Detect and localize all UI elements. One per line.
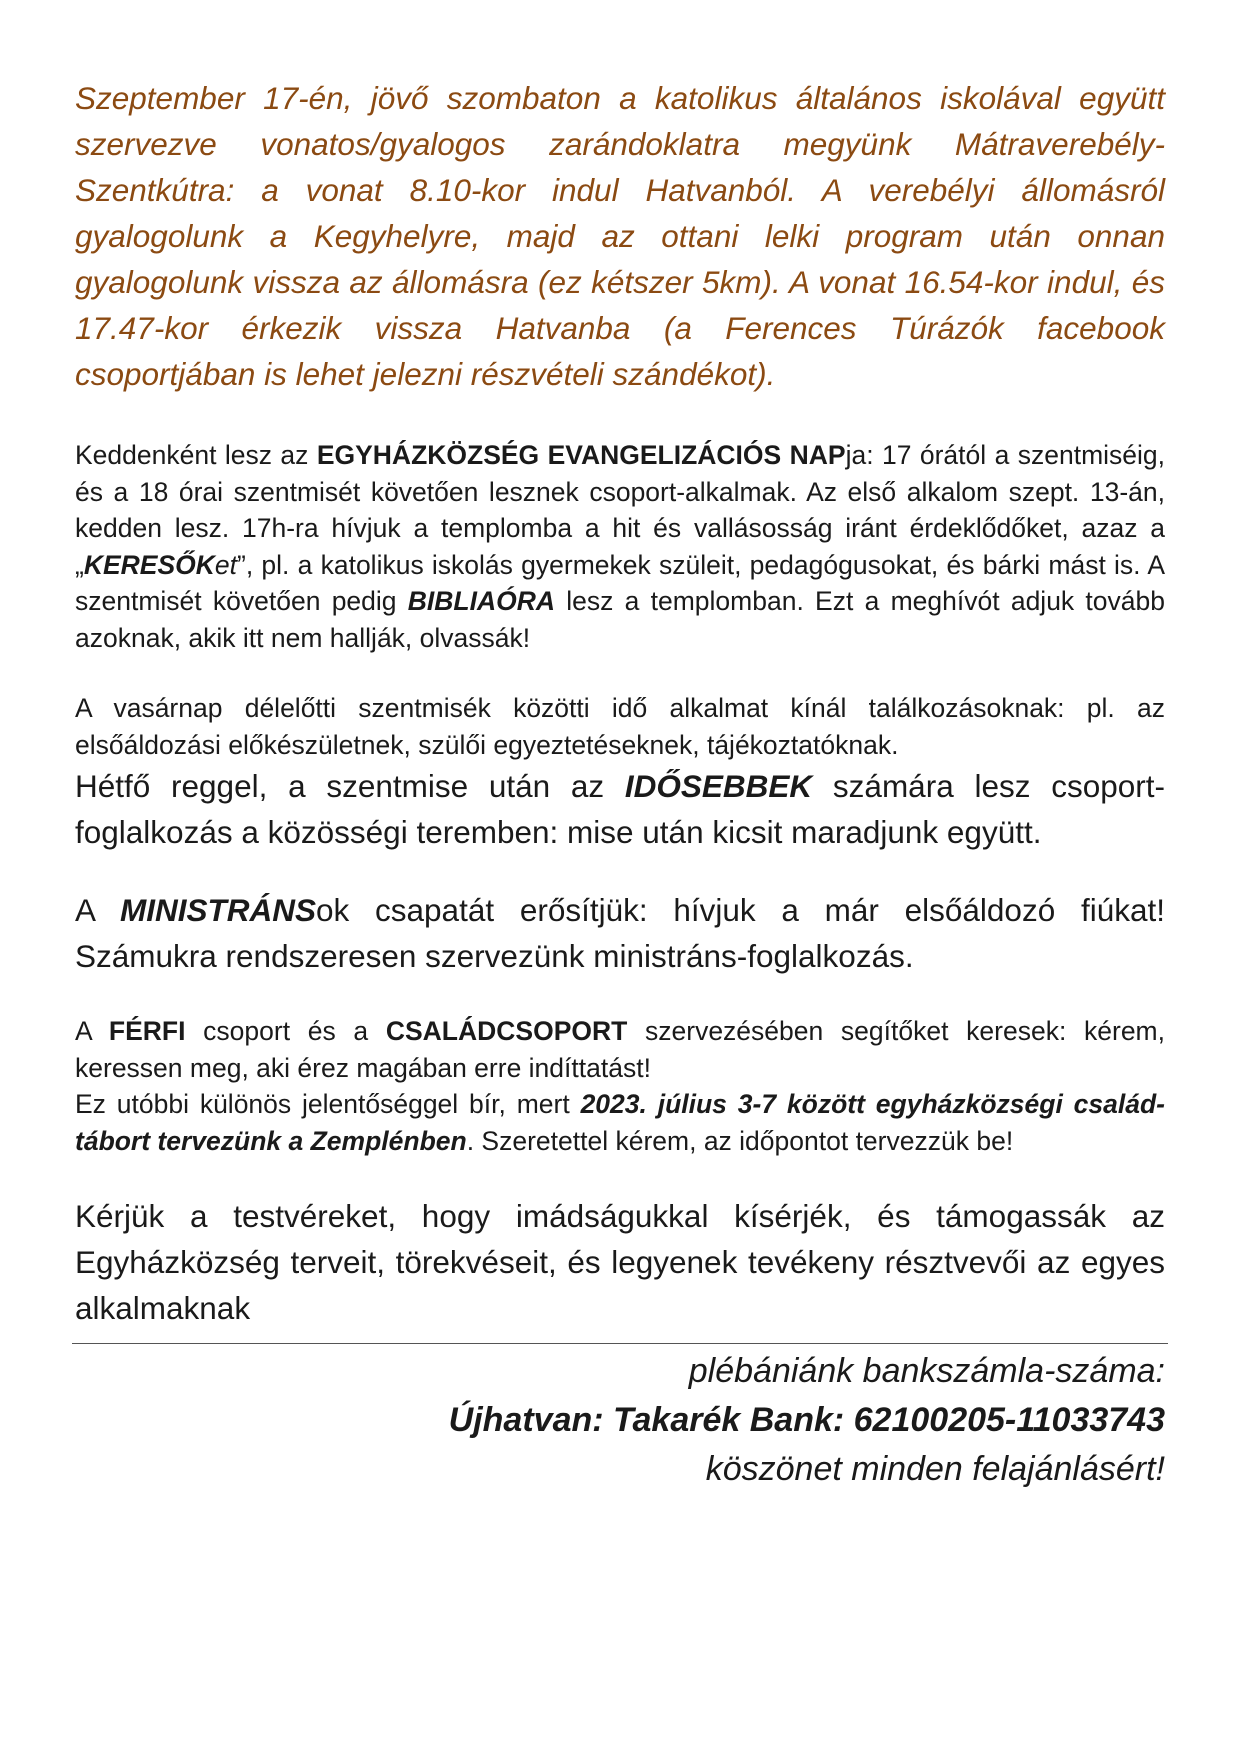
bank-account-number: Újhatvan: Takarék Bank: 62100205-11033743 (448, 1401, 1165, 1439)
elderly-group-paragraph (75, 763, 1165, 855)
text-segment: Keddenként lesz az (75, 440, 317, 470)
text-segment: lesz a templomban. Ezt a meghívót adjuk tovább azoknak, akik itt nem hallják, olvassák! (75, 586, 1165, 653)
thank-you-note: köszönet minden felajánlásért! (705, 1450, 1165, 1488)
closing-request-paragraph: Kérjük a testvéreket, hogy imádságukkal kísérjék, és támogassák az Egyházközség terveit, törekvéseit, és legyenek tevékeny résztvevői az egyes alkalmaknak (75, 1198, 1165, 1326)
text-segment: számára lesz csoport-foglalkozás a közösségi teremben: mise után kicsit maradjunk együtt. (75, 768, 1165, 850)
elderly-highlight: IDŐSEBBEK (624, 768, 813, 804)
text-segment: Ez utóbbi különös jelentőséggel bír, mert (75, 1089, 581, 1119)
seekers-highlight: KERESŐK (83, 549, 215, 580)
evangelization-day-title: EGYHÁZKÖZSÉG EVANGELIZÁCIÓS NAP (316, 440, 846, 470)
document-page (75, 75, 1165, 1494)
text-segment: et (214, 549, 237, 580)
family-group-highlight: CSALÁDCSOPORT (385, 1016, 628, 1046)
text-segment: Hétfő reggel, a szentmise után az (75, 768, 625, 804)
text-segment: A (75, 1016, 109, 1046)
mens-group-highlight: FÉRFI (108, 1016, 186, 1046)
bank-account-label: plébániánk bankszámla-száma: (688, 1352, 1165, 1390)
bank-account-footer (75, 1347, 1165, 1494)
family-camp-highlight: 2023. július 3-7 között egyházközségi család-tábort tervezünk a Zemplénben (75, 1089, 1165, 1156)
altar-servers-paragraph (75, 887, 1165, 979)
altar-servers-highlight: MINISTRÁNS (120, 892, 317, 928)
sunday-meetings-paragraph: A vasárnap délelőtti szentmisék közötti idő alkalmat kínál találkozásoknak: pl. az elsőáldozási előkészületnek, szülői egyeztetéseknek, tájékoztatóknak. (75, 693, 1165, 760)
bible-hour-highlight: BIBLIAÓRA (407, 586, 556, 616)
family-camp-paragraph (75, 1086, 1165, 1159)
text-segment: ”, pl. a katolikus iskolás gyermekek szüleit, pedagógusokat, és bárki mást is. A szentmisét követően pedig (75, 549, 1165, 616)
mens-family-group-paragraph (75, 1013, 1165, 1086)
evangelization-day-paragraph (75, 437, 1165, 656)
text-segment: . Szeretettel kérem, az időpontot tervezzük be! (466, 1125, 1014, 1156)
text-segment: csoport és a (185, 1016, 386, 1046)
pilgrimage-paragraph: Szeptember 17-én, jövő szombaton a katolikus általános iskolával együtt szervezve vonatos/gyalogos zarándoklatra megyünk Mátraverebély-Szentkútra: a vonat 8.10-kor indul Hatvanból. A verebélyi állomásról gyalogolunk a Kegyhelyre, majd az ottani lelki program után onnan gyalogolunk vissza az állomásra (ez kétszer 5km). A vonat 16.54-kor indul, és 17.47-kor érkezik vissza Hatvanba (a Ferences Túrázók facebook csoportjában is lehet jelezni részvételi szándékot). (75, 80, 1165, 392)
divider (72, 1343, 1168, 1344)
text-segment: ja: 17 órától a szentmiséig, és a 18 órai szentmisét követően lesznek csoport-alkalmak. Az első alkalom szept. 13-án, kedden lesz. 17h-ra hívjuk a templomba a hit és vallásosság iránt érdeklődőket, azaz a „ (75, 440, 1166, 580)
text-segment: ok csapatát erősítjük: hívjuk a már elsőáldozó fiúkat! Számukra rendszeresen szervezünk ministráns-foglalkozás. (75, 892, 1165, 974)
text-segment: szervezésében segítőket keresek: kérem, keressen meg, aki érez magában erre indíttatást! (75, 1016, 1165, 1083)
text-segment: A (75, 892, 121, 928)
